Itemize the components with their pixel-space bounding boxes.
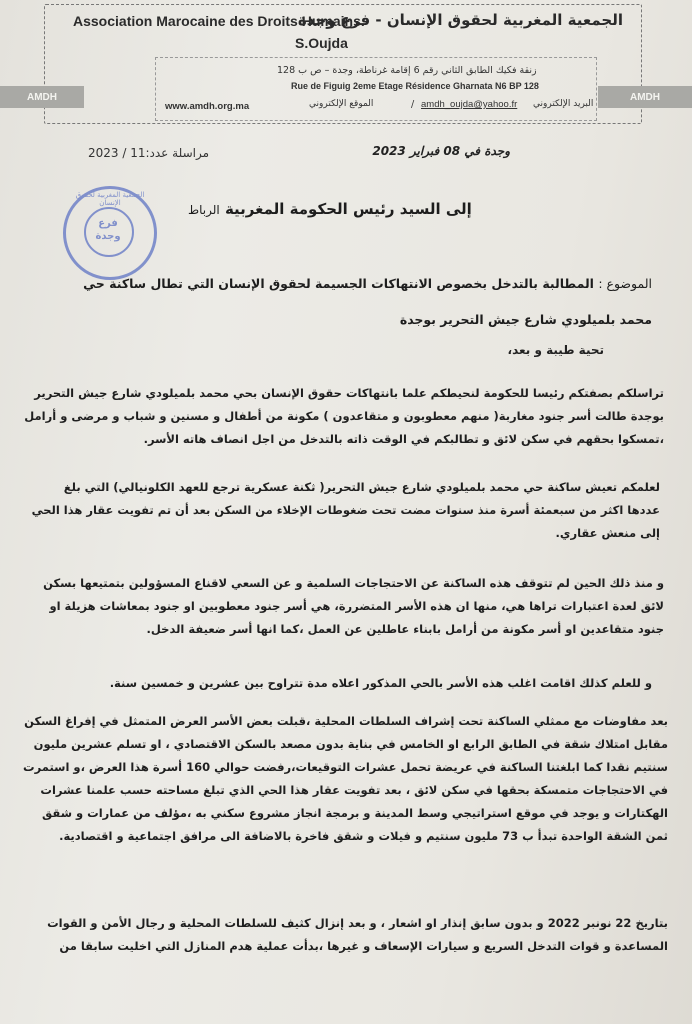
paragraph-3: و منذ ذلك الحين لم تتوقف هذه الساكنة عن الاحتجاجات السلمية و عن السعي لاقناع المسؤولين بتمتيعها بسكن لائق لعدة اعتبارات تراها هي، منها ان هذه الأسر المتضررة، هي أسر جنود معطوبين او جنود بمعاشات هزيلة او جنود متقاعدين او أسر مكونة من أرامل بابناء عاطلين عن العمل ،كما انها أسر ضعيفة الدخل. bbox=[43, 576, 664, 636]
letter-date: وجدة في 08 فبراير 2023 bbox=[372, 144, 510, 158]
amdh-badge-right: AMDH bbox=[598, 86, 692, 108]
paragraph-5: بعد مفاوضات مع ممثلي الساكنة تحت إشراف السلطات المحلية ،قبلت بعض الأسر العرض المتمثل في إفراغ السكن مقابل امتلاك شقة في الطابق الرابع او الخامس في بناية بدون مصعد بالسكن الاقتصادي ، او تسلم عشرين مليون سنتيم نقدا كما ابلغتنا الساكنة في عريضة تحمل عشرات التوقيعات،رفضت حوالي 160 أسرة هذا العرض ،و استمرت في الاحتجاجات متمسكة بحقها في سكن لائق ، بعد تفويت عقار هذا الحي الذي تبلغ مساحته حسب علمنا عشرات الهكتارات و يوجد في موقع استراتيجي وسط المدينة و برمجة انجاز مشروع سكني به ،مؤلف من عمارات و شقق ثمن الشقة الواحدة تبدأ ب 73 مليون سنتيم و فيلات و شقق فاخرة بالاضافة الى مرافق اجتماعية و اقتصادية. bbox=[23, 714, 668, 843]
org-name-arabic: الجمعية المغربية لحقوق الإنسان - فرع وجدة bbox=[297, 11, 623, 29]
stamp-center-line1: فرع bbox=[98, 218, 118, 229]
paragraph-2: لعلمكم تعيش ساكنة حي محمد بلميلودي شارع جيش التحرير( ثكنة عسكرية ترجع للعهد الكلونيالي) التي بلغ عددها اكثر من سبعمئة أسرة منذ سنوات مضت تحت ضغوطات الإخلاء من السكن بعد أن تم تفويت عقار هذا الحي إلى منعش عقاري. bbox=[31, 480, 660, 540]
addressee-city: الرباط bbox=[188, 203, 220, 217]
org-name-french: Association Marocaine des Droits Humains. bbox=[73, 13, 365, 29]
separator: / bbox=[411, 99, 415, 110]
subject bbox=[52, 266, 652, 338]
paragraph-1: تراسلكم بصفتكم رئيسا للحكومة لنحيطكم علما بانتهاكات حقوق الإنسان بحي محمد بلميلودي شارع جيش التحرير بوجدة طالت أسر جنود مغاربة( منهم معطوبون و متقاعدون ) مكونة من أطفال و مسنين و شباب و مرضى و أرامل ،تمسكوا بحقهم في سكن لائق و تطالبكم في الوقت ذاته بالتدخل من اجل انصاف هاته الأسر. bbox=[24, 386, 664, 446]
website-address: www.amdh.org.ma bbox=[165, 101, 250, 112]
letterhead bbox=[44, 4, 642, 124]
email-address: amdh_oujda@yahoo.fr bbox=[421, 99, 518, 110]
paragraph-6: بتاريخ 22 نونبر 2022 و بدون سابق إنذار او اشعار ، و بعد إنزال كثيف للسلطات المحلية و رجال الأمن و القوات المساعدة و قوات التدخل السريع و سيارات الإسعاف و غيرها ،بدأت عملية هدم المنازل التي اخليت سابقا من bbox=[47, 916, 668, 953]
email-label: البريد الإلكتروني bbox=[533, 99, 594, 109]
stamp-ring-text: الجمعية المغربية لحقوق الإنسان bbox=[75, 191, 145, 207]
org-branch: S.Oujda bbox=[295, 35, 348, 51]
addressee bbox=[178, 200, 472, 218]
paragraph-4: و للعلم كذلك اقامت اغلب هذه الأسر بالحي المذكور اعلاه مدة تتراوح بين عشرين و خمسين سنة. bbox=[109, 676, 652, 690]
subject-label: الموضوع : bbox=[598, 276, 652, 291]
greeting: تحية طيبة و بعد، bbox=[507, 343, 604, 357]
address-french: Rue de Figuig 2eme Etage Résidence Gharnata N6 BP 128 bbox=[291, 81, 539, 91]
addressee-name: إلى السيد رئيس الحكومة المغربية bbox=[224, 200, 472, 218]
stamp-center bbox=[66, 217, 150, 243]
stamp-center-line2: وجدة bbox=[95, 231, 121, 242]
website-label: الموقع الإلكتروني bbox=[309, 99, 374, 109]
reference-number: مراسلة عدد:11 / 2023 bbox=[88, 146, 210, 160]
subject-line1: المطالبة بالتدخل بخصوص الانتهاكات الجسيمة لحقوق الإنسان التي تطال ساكنة حي bbox=[83, 276, 594, 291]
subject-line2: محمد بلميلودي شارع جيش التحرير بوجدة bbox=[399, 312, 652, 327]
amdh-badge-left: AMDH bbox=[0, 86, 84, 108]
address-arabic: زنقة فكيك الطابق الثاني رقم 6 إقامة غرناطة، وجدة – ص ب 128 bbox=[277, 65, 537, 76]
